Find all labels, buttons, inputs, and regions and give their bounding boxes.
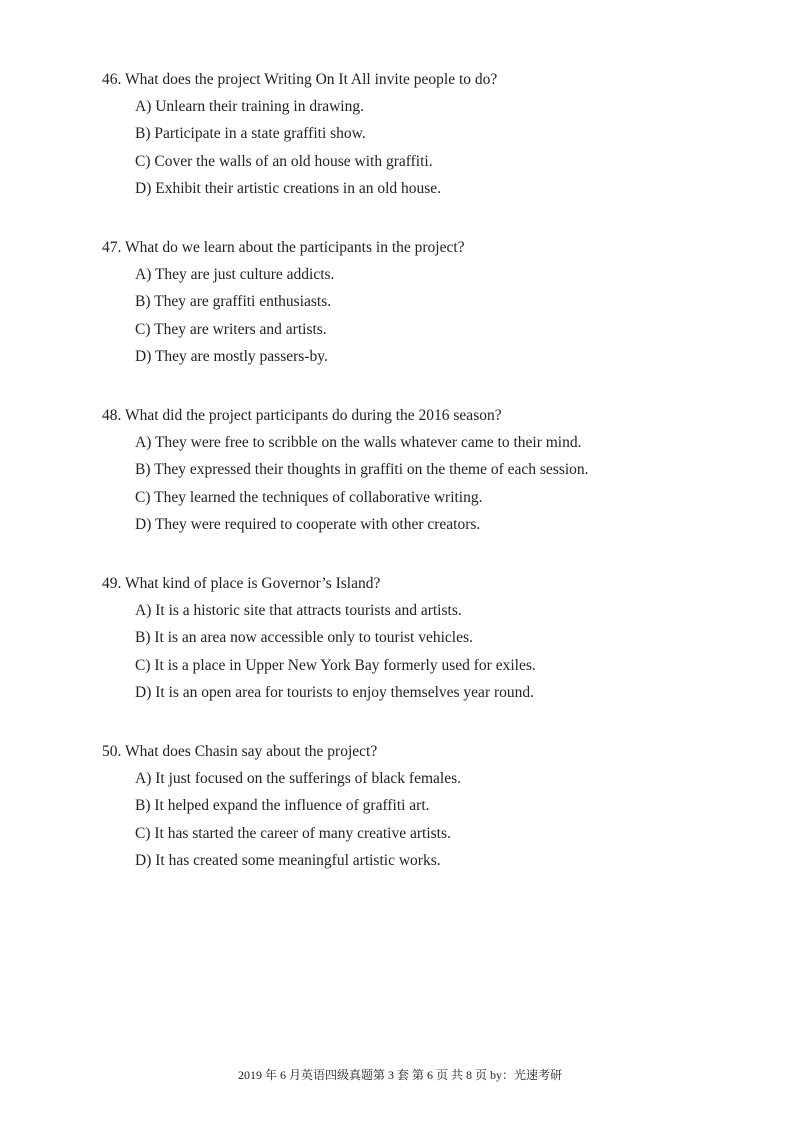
- option-list: [102, 769, 762, 871]
- question-49: [102, 574, 762, 703]
- option-b: B) They are graffiti enthusiasts.: [135, 293, 332, 311]
- option-a: A) They were free to scribble on the walls whatever came to their mind.: [135, 434, 582, 452]
- question-48: [102, 406, 762, 535]
- question-stem: 49. What kind of place is Governor’s Island?: [102, 575, 381, 592]
- option-d: D) Exhibit their artistic creations in an old house.: [135, 179, 442, 197]
- question-stem: 46. What does the project Writing On It All invite people to do?: [102, 71, 498, 88]
- question-46: [102, 70, 762, 199]
- option-d: D) It has created some meaningful artistic works.: [135, 851, 441, 869]
- option-list: [102, 265, 762, 367]
- option-list: [102, 601, 762, 703]
- option-b: B) It is an area now accessible only to tourist vehicles.: [135, 629, 473, 647]
- question-47: [102, 238, 762, 367]
- page-footer: 2019 年 6 月英语四级真题第 3 套 第 6 页 共 8 页 by：光速考研: [237, 1068, 562, 1082]
- option-c: C) It has started the career of many creative artists.: [135, 824, 451, 842]
- option-b: B) Participate in a state graffiti show.: [135, 125, 366, 143]
- option-c: C) They are writers and artists.: [135, 320, 327, 338]
- option-d: D) It is an open area for tourists to enjoy themselves year round.: [135, 683, 535, 701]
- question-stem: 47. What do we learn about the participants in the project?: [102, 239, 465, 256]
- option-d: D) They are mostly passers-by.: [135, 347, 328, 365]
- option-a: A) It is a historic site that attracts tourists and artists.: [135, 602, 462, 620]
- option-b: B) It helped expand the influence of graffiti art.: [135, 797, 430, 815]
- option-d: D) They were required to cooperate with other creators.: [135, 515, 481, 533]
- option-a: A) Unlearn their training in drawing.: [135, 98, 364, 116]
- option-b: B) They expressed their thoughts in graffiti on the theme of each session.: [135, 461, 589, 479]
- question-stem: 50. What does Chasin say about the project?: [102, 743, 378, 760]
- option-c: C) They learned the techniques of collaborative writing.: [135, 488, 483, 506]
- option-c: C) Cover the walls of an old house with graffiti.: [135, 152, 433, 170]
- option-list: [102, 97, 762, 199]
- question-stem: 48. What did the project participants do during the 2016 season?: [102, 407, 502, 424]
- option-a: A) It just focused on the sufferings of black females.: [135, 770, 461, 788]
- option-list: [102, 433, 762, 535]
- option-a: A) They are just culture addicts.: [135, 266, 335, 284]
- question-50: [102, 742, 762, 871]
- option-c: C) It is a place in Upper New York Bay formerly used for exiles.: [135, 656, 536, 674]
